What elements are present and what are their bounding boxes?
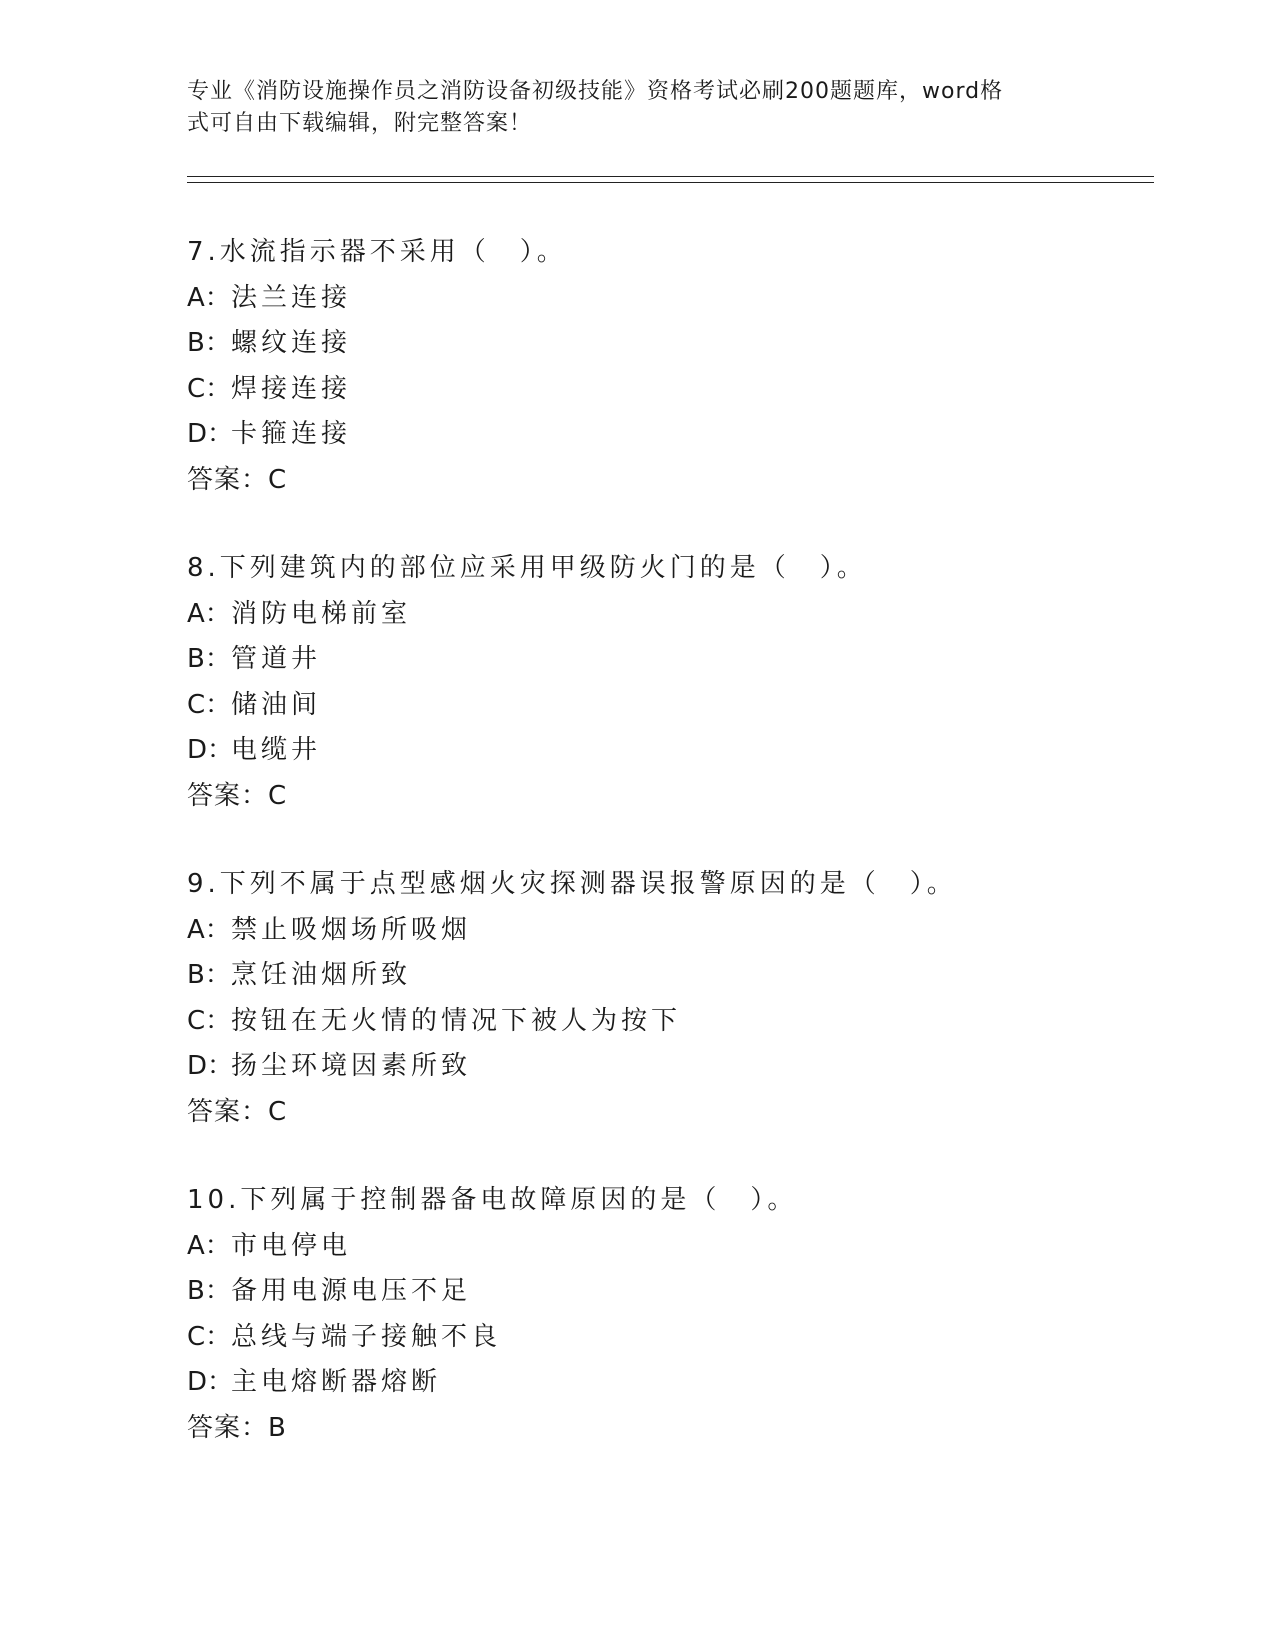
option-a xyxy=(187,908,1167,954)
option-text: 扬尘环境因素所致 xyxy=(231,1051,472,1081)
question-block-10 xyxy=(187,1178,1167,1451)
answer: 答案：B xyxy=(187,1412,287,1443)
option-b xyxy=(187,1269,1167,1315)
option-a xyxy=(187,592,1167,638)
option-a xyxy=(187,1224,1167,1270)
header-line-2: 式可自由下载编辑，附完整答案！ xyxy=(187,111,533,136)
option-a xyxy=(187,276,1167,322)
option-text: 市电停电 xyxy=(231,1230,352,1261)
option-b xyxy=(187,637,1167,683)
header-divider-top xyxy=(187,176,1154,177)
option-label: D： xyxy=(187,1051,234,1081)
option-label: C： xyxy=(187,1321,232,1352)
option-text: 主电熔断器熔断 xyxy=(231,1367,442,1397)
option-text: 卡箍连接 xyxy=(231,419,352,449)
question-stem: 10.下列属于控制器备电故障原因的是（ ）。 xyxy=(187,1185,798,1215)
option-label: C： xyxy=(187,689,232,720)
option-label: B： xyxy=(187,644,231,674)
answer: 答案：C xyxy=(187,780,288,811)
option-b xyxy=(187,953,1167,999)
option-label: C： xyxy=(187,1005,232,1036)
option-d xyxy=(187,728,1167,774)
document-header xyxy=(187,76,1067,140)
option-text: 管道井 xyxy=(231,644,322,674)
option-text: 储油间 xyxy=(231,689,322,720)
option-text: 法兰连接 xyxy=(231,282,352,313)
option-d xyxy=(187,1044,1167,1090)
question-block-8 xyxy=(187,546,1167,819)
option-c xyxy=(187,367,1167,413)
option-text: 备用电源电压不足 xyxy=(231,1276,472,1306)
option-label: D： xyxy=(187,1367,234,1397)
answer: 答案：C xyxy=(187,1096,288,1127)
question-block-9 xyxy=(187,862,1167,1135)
question-stem: 7.水流指示器不采用（ ）。 xyxy=(187,237,567,267)
option-text: 禁止吸烟场所吸烟 xyxy=(231,914,472,945)
option-d xyxy=(187,1360,1167,1406)
header-divider-bottom xyxy=(187,182,1154,183)
question-block-7 xyxy=(187,230,1167,503)
option-label: A： xyxy=(187,598,231,629)
question-stem: 9.下列不属于点型感烟火灾探测器误报警原因的是（ ）。 xyxy=(187,869,957,899)
header-line-1: 专业《消防设施操作员之消防设备初级技能》资格考试必刷200题题库，word格 xyxy=(187,79,1004,104)
option-c xyxy=(187,683,1167,729)
option-label: A： xyxy=(187,1230,231,1261)
option-label: D： xyxy=(187,419,234,449)
question-stem: 8.下列建筑内的部位应采用甲级防火门的是（ ）。 xyxy=(187,553,867,583)
option-d xyxy=(187,412,1167,458)
option-label: A： xyxy=(187,914,231,945)
answer: 答案：C xyxy=(187,464,288,495)
option-label: C： xyxy=(187,373,232,404)
option-c xyxy=(187,999,1167,1045)
option-text: 消防电梯前室 xyxy=(231,598,412,629)
option-label: D： xyxy=(187,735,234,765)
option-label: B： xyxy=(187,328,231,358)
option-label: A： xyxy=(187,282,231,313)
option-label: B： xyxy=(187,1276,231,1306)
option-b xyxy=(187,321,1167,367)
option-text: 烹饪油烟所致 xyxy=(231,960,412,990)
option-c xyxy=(187,1315,1167,1361)
option-text: 焊接连接 xyxy=(231,373,352,404)
option-text: 总线与端子接触不良 xyxy=(231,1321,502,1352)
option-label: B： xyxy=(187,960,231,990)
option-text: 电缆井 xyxy=(231,735,322,765)
option-text: 螺纹连接 xyxy=(231,328,352,358)
option-text: 按钮在无火情的情况下被人为按下 xyxy=(231,1005,682,1036)
